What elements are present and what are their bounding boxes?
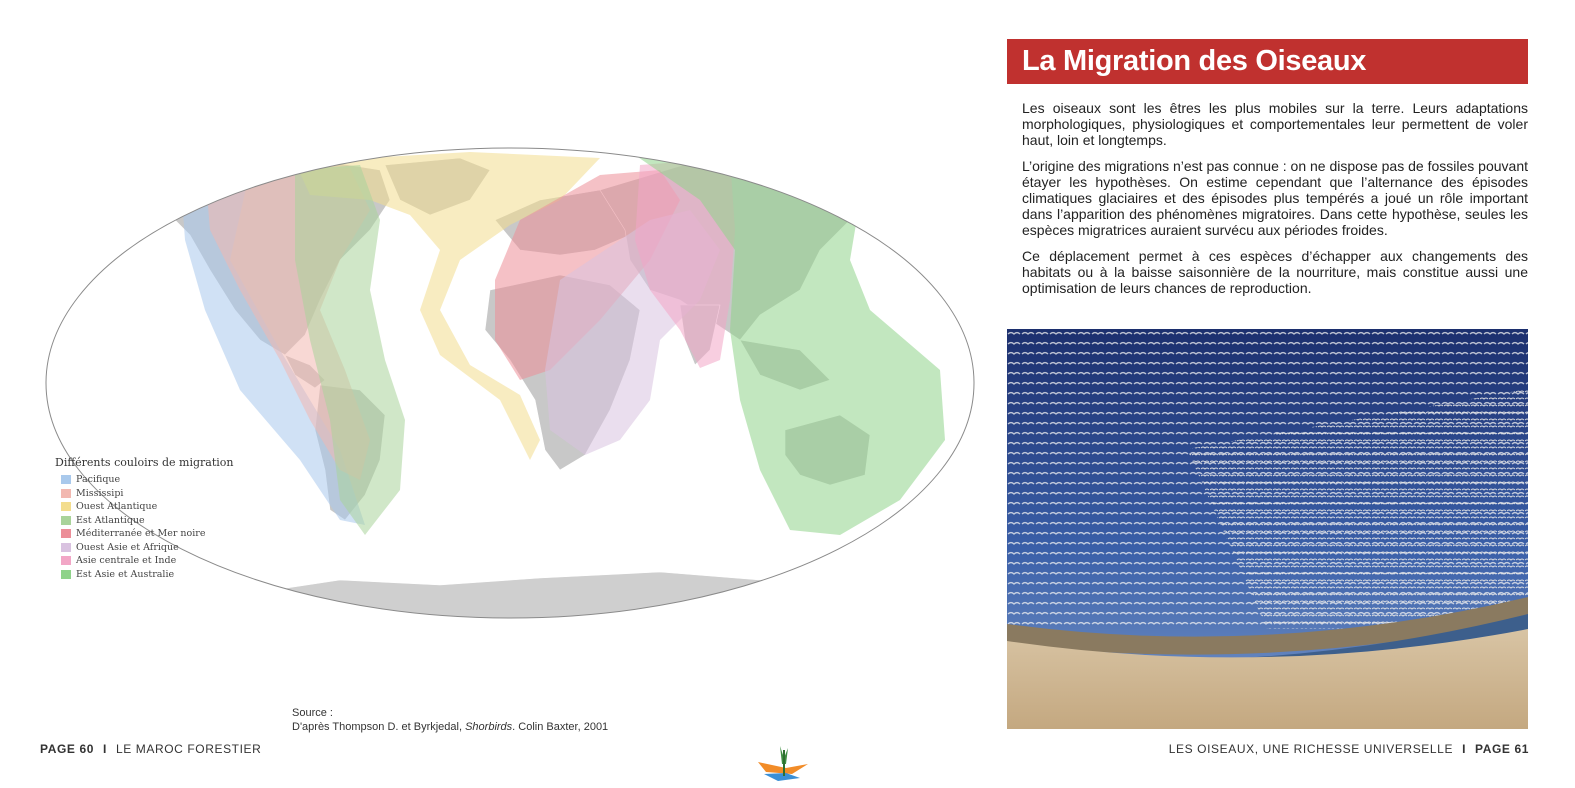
legend-swatch [61, 529, 71, 538]
legend-swatch [61, 516, 71, 525]
legend-swatch [61, 570, 71, 579]
article-body [1022, 100, 1528, 306]
map-legend [55, 456, 234, 581]
legend-item [55, 527, 234, 541]
paragraph: Ce déplacement permet à ces espèces d’échapper aux changements des habitats ou à la baisse saisonnière de la nourriture, mais constitue aussi une optimisation de leurs chances de reproduction. [1022, 248, 1528, 296]
legend-item [55, 473, 234, 487]
bird-flock-photo [1007, 329, 1528, 729]
paragraph: Les oiseaux sont les êtres les plus mobiles sur la terre. Leurs adaptations morphologiques, physiologiques et comportementales leur permettent de voler haut, loin et longtemps. [1022, 100, 1528, 148]
legend-label: Est Asie et Australie [76, 568, 175, 580]
legend-title: Différents couloirs de migration [55, 456, 234, 469]
legend-item [55, 487, 234, 501]
legend-swatch [61, 489, 71, 498]
legend-label: Ouest Atlantique [76, 501, 158, 513]
page-number-left: PAGE 60 [40, 742, 94, 756]
footer-title-left: LE MAROC FORESTIER [115, 742, 262, 756]
paragraph: L’origine des migrations n’est pas connue : on ne dispose pas de fossiles pouvant étayer les hypothèses. On estime cependant que l’alternance des épisodes climatiques glaciaires et des épisodes plus tempérés a joué un rôle important dans l’apparition des phénomènes migratoires. Dans cette hypothèse, seules les espèces migratrices auraient survécu aux périodes froides. [1022, 158, 1528, 238]
legend-label: Pacifique [76, 474, 121, 486]
footer-left [40, 742, 261, 756]
map-source [292, 706, 608, 734]
footer-separator: I [103, 742, 107, 756]
legend-item [55, 568, 234, 582]
source-ref-suffix: . Colin Baxter, 2001 [512, 721, 609, 733]
legend-item [55, 514, 234, 528]
footer-title-right: LES OISEAUX, UNE RICHESSE UNIVERSELLE [1168, 742, 1454, 756]
legend-swatch [61, 543, 71, 552]
page-title: La Migration des Oiseaux [1007, 39, 1528, 84]
legend-label: Asie centrale et Inde [76, 555, 177, 567]
legend-item [55, 554, 234, 568]
publisher-logo-icon [756, 744, 810, 782]
legend-label: Ouest Asie et Afrique [76, 541, 179, 553]
legend-label: Méditerranée et Mer noire [76, 528, 206, 540]
source-reference [292, 720, 608, 734]
legend-label: Mississipi [76, 487, 124, 499]
legend-item [55, 541, 234, 555]
footer-right [1169, 742, 1529, 756]
source-label: Source : [292, 707, 333, 719]
source-ref-title: Shorbirds [465, 721, 513, 733]
source-ref-prefix: D'après Thompson D. et Byrkjedal, [292, 721, 466, 733]
legend-item [55, 500, 234, 514]
legend-label: Est Atlantique [76, 514, 145, 526]
legend-swatch [61, 475, 71, 484]
legend-swatch [61, 502, 71, 511]
page-number-right: PAGE 61 [1475, 742, 1529, 756]
migration-corridors [180, 152, 945, 535]
legend-swatch [61, 556, 71, 565]
footer-separator: I [1462, 742, 1466, 756]
